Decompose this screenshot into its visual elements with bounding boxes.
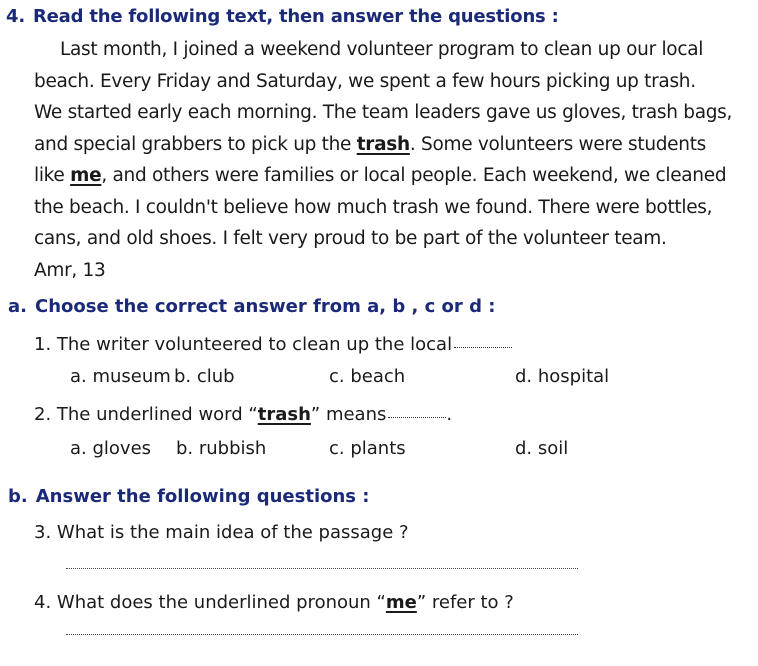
option-1b[interactable]: b. club: [174, 366, 235, 387]
question-4-text: ” refer to ?: [416, 592, 514, 613]
passage-line: cans, and old shoes. I felt very proud to be part of the volunteer team.: [34, 228, 667, 249]
option-2c[interactable]: c. plants: [329, 438, 406, 459]
passage-line: beach. Every Friday and Saturday, we spent a few hours picking up trash.: [34, 70, 696, 92]
passage-line: the beach. I couldn't believe how much trash we found. There were bottles,: [34, 196, 713, 218]
question-1-text: 1. The writer volunteered to clean up the local: [34, 334, 453, 355]
question-4-text: 4. What does the underlined pronoun “: [34, 592, 386, 613]
question-2-text: ” means: [310, 404, 387, 425]
passage-line: [34, 129, 734, 161]
section-letter: a.: [8, 296, 27, 317]
section-b-heading: [8, 486, 370, 507]
underlined-word-me: me: [385, 592, 417, 613]
passage-line: Last month, I joined a weekend volunteer program to clean up our local: [60, 39, 704, 60]
passage-text: and special grabbers to pick up the: [34, 133, 357, 155]
question-2-text: .: [446, 404, 453, 425]
underlined-word-trash: trash: [257, 404, 311, 425]
underlined-word-trash: trash: [356, 133, 410, 155]
question-2-text: 2. The underlined word “: [34, 404, 258, 425]
question-3: 3. What is the main idea of the passage ?: [34, 522, 409, 543]
option-2a[interactable]: a. gloves: [70, 438, 152, 459]
section-heading-text: Answer the following questions :: [35, 486, 370, 507]
option-1a[interactable]: a. museum: [70, 366, 171, 387]
section-letter: b.: [8, 486, 28, 507]
answer-line-4[interactable]: [66, 634, 578, 635]
passage-text: , and others were families or local people. Each weekend, we cleaned: [101, 165, 727, 186]
passage-author: Amr, 13: [34, 259, 106, 281]
answer-blank[interactable]: [454, 346, 512, 348]
option-2d[interactable]: d. soil: [515, 438, 569, 459]
option-2b[interactable]: b. rubbish: [176, 438, 267, 459]
option-1d[interactable]: d. hospital: [515, 366, 610, 387]
answer-blank[interactable]: [388, 416, 446, 418]
question-2: [34, 404, 452, 425]
passage-text: like: [34, 165, 71, 186]
question-4: [34, 592, 514, 613]
option-1c[interactable]: c. beach: [329, 366, 406, 387]
passage-line: We started early each morning. The team leaders gave us gloves, trash bags,: [34, 102, 733, 123]
question-1: [34, 334, 512, 355]
reading-passage: [34, 34, 734, 286]
section-a-heading: [8, 296, 495, 317]
passage-line: [34, 160, 734, 192]
section-heading-text: Choose the correct answer from a, b , c or d :: [34, 296, 496, 317]
question-title: Read the following text, then answer the questions :: [32, 6, 559, 27]
passage-text: . Some volunteers were students: [409, 133, 706, 155]
answer-line-3[interactable]: [66, 568, 578, 569]
question-number: 4.: [6, 6, 25, 27]
underlined-word-me: me: [70, 165, 102, 186]
question-heading: [6, 6, 559, 27]
